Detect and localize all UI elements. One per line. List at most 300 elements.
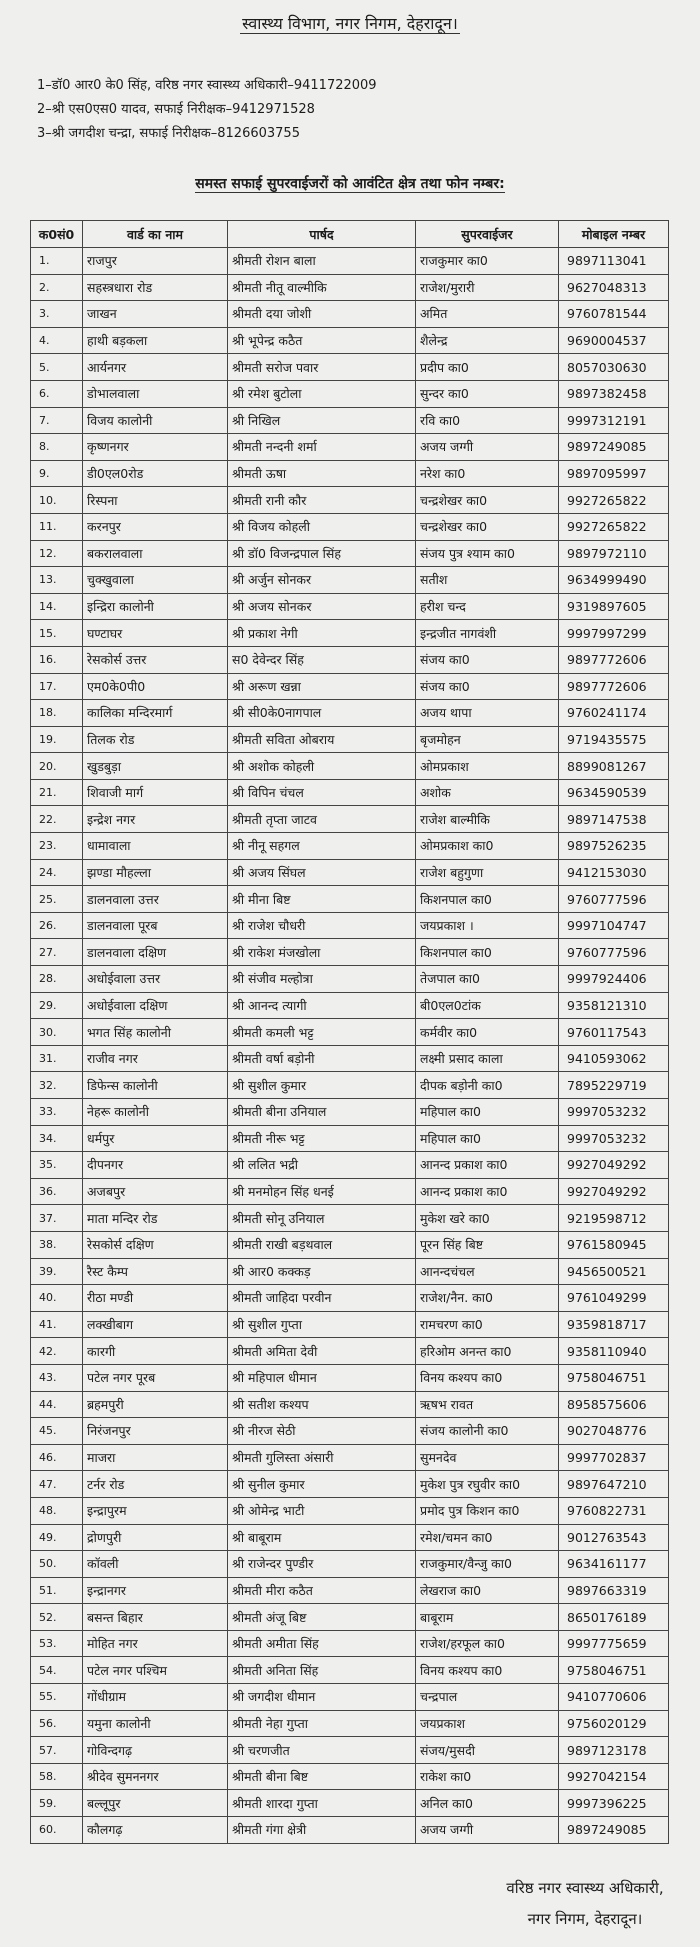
cell-mobile: 9634161177 [559,1551,669,1578]
cell-ward: आर्यनगर [83,354,228,381]
cell-serial: 41. [31,1311,83,1338]
cell-ward: भगत सिंह कालोनी [83,1019,228,1046]
cell-serial: 5. [31,354,83,381]
cell-councillor: श्रीमती सोनू उनियाल [228,1205,416,1232]
cell-supervisor: संजय का0 [416,673,559,700]
cell-mobile: 9897772606 [559,646,669,673]
cell-serial: 12. [31,540,83,567]
cell-supervisor: राजकुमार/वैन्जु का0 [416,1551,559,1578]
cell-mobile: 9760777596 [559,939,669,966]
cell-councillor: श्रीमती जाहिदा परवीन [228,1285,416,1312]
cell-supervisor: राजेश/मुरारी [416,274,559,301]
cell-mobile: 9359818717 [559,1311,669,1338]
cell-ward: टर्नर रोड [83,1471,228,1498]
cell-mobile: 9634590539 [559,779,669,806]
cell-mobile: 9410593062 [559,1045,669,1072]
cell-councillor: श्रीमती शारदा गुप्ता [228,1790,416,1817]
cell-mobile: 9760117543 [559,1019,669,1046]
cell-serial: 24. [31,859,83,886]
cell-councillor: श्री प्रकाश नेगी [228,620,416,647]
cell-councillor: श्रीमती अमिता देवी [228,1338,416,1365]
cell-councillor: श्री महिपाल धीमान [228,1364,416,1391]
table-row [31,1205,669,1232]
cell-ward: इन्द्रेश नगर [83,806,228,833]
cell-serial: 42. [31,1338,83,1365]
cell-councillor: श्रीमती वर्षा बड़ोनी [228,1045,416,1072]
cell-serial: 28. [31,966,83,993]
cell-councillor: श्री अजय सिंघल [228,859,416,886]
cell-supervisor: बी0एल0टांक [416,992,559,1019]
table-header-row [31,221,669,248]
cell-serial: 49. [31,1524,83,1551]
table-row [31,1099,669,1126]
cell-supervisor: जयप्रकाश । [416,912,559,939]
cell-supervisor: पूरन सिंह बिष्ट [416,1231,559,1258]
table-row [31,673,669,700]
table-row [31,620,669,647]
cell-councillor: श्रीमती अनिता सिंह [228,1657,416,1684]
cell-supervisor: प्रमोद पुत्र किशन का0 [416,1497,559,1524]
table-row [31,806,669,833]
cell-ward: लक्खीबाग [83,1311,228,1338]
cell-ward: रेसकोर्स दक्षिण [83,1231,228,1258]
cell-mobile: 9927265822 [559,487,669,514]
cell-ward: चुक्खुवाला [83,567,228,594]
table-row [31,1285,669,1312]
cell-ward: डी0एल0रोड [83,460,228,487]
cell-serial: 4. [31,327,83,354]
cell-serial: 7. [31,407,83,434]
cell-supervisor: चन्द्रशेखर का0 [416,513,559,540]
cell-mobile: 9760822731 [559,1497,669,1524]
cell-councillor: श्री आनन्द त्यागी [228,992,416,1019]
cell-councillor: श्री आर0 कक्कड़ [228,1258,416,1285]
cell-serial: 11. [31,513,83,540]
table-row [31,1418,669,1445]
cell-supervisor: लक्ष्मी प्रसाद काला [416,1045,559,1072]
cell-serial: 13. [31,567,83,594]
cell-serial: 50. [31,1551,83,1578]
table-row [31,487,669,514]
cell-mobile: 9412153030 [559,859,669,886]
cell-mobile: 9756020129 [559,1710,669,1737]
table-row [31,593,669,620]
cell-mobile: 9358121310 [559,992,669,1019]
cell-serial: 31. [31,1045,83,1072]
cell-serial: 19. [31,726,83,753]
cell-ward: बल्लूपुर [83,1790,228,1817]
cell-councillor: श्री नीरज सेठी [228,1418,416,1445]
cell-ward: निरंजनपुर [83,1418,228,1445]
cell-serial: 2. [31,274,83,301]
cell-councillor: श्री रमेश बुटोला [228,380,416,407]
cell-councillor: श्रीमती राखी बड़थवाल [228,1231,416,1258]
cell-supervisor: संजय का0 [416,646,559,673]
cell-ward: डालनवाला दक्षिण [83,939,228,966]
cell-supervisor: विनय कश्यप का0 [416,1657,559,1684]
table-row [31,248,669,275]
cell-mobile: 9012763543 [559,1524,669,1551]
table-row [31,274,669,301]
cell-councillor: श्री सी0के0नागपाल [228,700,416,727]
cell-serial: 22. [31,806,83,833]
cell-supervisor: संजय/मुसदी [416,1737,559,1764]
cell-mobile: 9897663319 [559,1577,669,1604]
column-header-ward: वार्ड का नाम [83,221,228,248]
cell-ward: पटेल नगर पश्चिम [83,1657,228,1684]
cell-ward: मोहित नगर [83,1630,228,1657]
cell-councillor: श्रीमती ऊषा [228,460,416,487]
cell-supervisor: राजेश बाल्मीकि [416,806,559,833]
table-row [31,1710,669,1737]
cell-mobile: 9319897605 [559,593,669,620]
cell-mobile: 9897249085 [559,434,669,461]
cell-mobile: 9627048313 [559,274,669,301]
table-row [31,1125,669,1152]
cell-mobile: 9897095997 [559,460,669,487]
cell-ward: यमुना कालोनी [83,1710,228,1737]
cell-serial: 43. [31,1364,83,1391]
table-row [31,726,669,753]
cell-councillor: श्रीमती कमली भट्ट [228,1019,416,1046]
cell-supervisor: अजय जग्गी [416,434,559,461]
cell-serial: 32. [31,1072,83,1099]
cell-ward: करनपुर [83,513,228,540]
cell-mobile: 9897772606 [559,673,669,700]
cell-mobile: 8057030630 [559,354,669,381]
cell-supervisor: मुकेश खरे का0 [416,1205,559,1232]
cell-ward: इन्द्रापुरम [83,1497,228,1524]
cell-supervisor: राजेश बहुगुणा [416,859,559,886]
cell-ward: अधोईवाला उत्तर [83,966,228,993]
cell-ward: श्रीदेव सुमननगर [83,1763,228,1790]
cell-councillor: श्री सुशील कुमार [228,1072,416,1099]
cell-supervisor: चन्द्रशेखर का0 [416,487,559,514]
cell-ward: द्रोणपुरी [83,1524,228,1551]
cell-ward: तिलक रोड [83,726,228,753]
table-row [31,1471,669,1498]
cell-supervisor: अशोक [416,779,559,806]
cell-mobile: 9997396225 [559,1790,669,1817]
cell-serial: 47. [31,1471,83,1498]
cell-supervisor: आनन्दचंचल [416,1258,559,1285]
cell-supervisor: दीपक बड़ोनी का0 [416,1072,559,1099]
table-row [31,966,669,993]
cell-councillor: श्री निखिल [228,407,416,434]
cell-mobile: 9997312191 [559,407,669,434]
cell-ward: कालिका मन्दिरमार्ग [83,700,228,727]
cell-councillor: श्री बाबूराम [228,1524,416,1551]
cell-supervisor: ओमप्रकाश का0 [416,833,559,860]
table-row [31,1657,669,1684]
cell-serial: 37. [31,1205,83,1232]
cell-supervisor: आनन्द प्रकाश का0 [416,1178,559,1205]
table-row [31,1817,669,1844]
cell-ward: राजपुर [83,248,228,275]
officer-line-3: 3–श्री जगदीश चन्द्रा, सफाई निरीक्षक–8126603755 [37,126,300,141]
cell-councillor: श्रीमती तृप्ता जाटव [228,806,416,833]
cell-mobile: 9897382458 [559,380,669,407]
table-row [31,1497,669,1524]
cell-mobile: 9997702837 [559,1444,669,1471]
cell-serial: 17. [31,673,83,700]
cell-serial: 58. [31,1763,83,1790]
cell-mobile: 9997053232 [559,1099,669,1126]
cell-serial: 18. [31,700,83,727]
cell-mobile: 8899081267 [559,753,669,780]
table-row [31,1311,669,1338]
table-row [31,833,669,860]
cell-councillor: श्रीमती रोशन बाला [228,248,416,275]
cell-supervisor: चन्द्रपाल [416,1684,559,1711]
cell-supervisor: बाबूराम [416,1604,559,1631]
cell-supervisor: संजय कालोनी का0 [416,1418,559,1445]
table-row [31,939,669,966]
cell-mobile: 9410770606 [559,1684,669,1711]
table-row [31,1524,669,1551]
cell-councillor: श्रीमती गुलिस्ता अंसारी [228,1444,416,1471]
cell-mobile: 9358110940 [559,1338,669,1365]
column-header-serial: क0सं0 [31,221,83,248]
cell-ward: डिफेन्स कालोनी [83,1072,228,1099]
cell-mobile: 9927042154 [559,1763,669,1790]
cell-mobile: 9634999490 [559,567,669,594]
cell-ward: कौलगढ़ [83,1817,228,1844]
cell-supervisor: शैलेन्द्र [416,327,559,354]
cell-ward: कारगी [83,1338,228,1365]
cell-supervisor: संजय पुत्र श्याम का0 [416,540,559,567]
cell-ward: बकरालवाला [83,540,228,567]
cell-serial: 29. [31,992,83,1019]
cell-supervisor: मुकेश पुत्र रघुवीर का0 [416,1471,559,1498]
department-title [0,12,700,34]
cell-serial: 52. [31,1604,83,1631]
cell-councillor: श्री अरूण खन्ना [228,673,416,700]
table-row [31,646,669,673]
cell-mobile: 9761580945 [559,1231,669,1258]
table-row [31,434,669,461]
table-row [31,301,669,328]
cell-councillor: श्रीमती सरोज पवार [228,354,416,381]
cell-supervisor: तेजपाल का0 [416,966,559,993]
cell-councillor: स0 देवेन्दर सिंह [228,646,416,673]
column-header-supervisor: सुपरवाईजर [416,221,559,248]
cell-supervisor: आनन्द प्रकाश का0 [416,1152,559,1179]
cell-mobile: 9997775659 [559,1630,669,1657]
cell-ward: अजबपुर [83,1178,228,1205]
cell-serial: 3. [31,301,83,328]
signature-line-2: नगर निगम, देहरादून। [527,1910,643,1928]
table-row [31,912,669,939]
cell-ward: एम0के0पी0 [83,673,228,700]
signature-block [475,1873,695,1935]
cell-mobile: 8650176189 [559,1604,669,1631]
cell-ward: पटेल नगर पूरब [83,1364,228,1391]
cell-serial: 25. [31,886,83,913]
cell-ward: धर्मपुर [83,1125,228,1152]
cell-supervisor: राकेश का0 [416,1763,559,1790]
cell-ward: शिवाजी मार्ग [83,779,228,806]
cell-serial: 6. [31,380,83,407]
table-row [31,992,669,1019]
cell-mobile: 9997997299 [559,620,669,647]
cell-ward: गोंधीग्राम [83,1684,228,1711]
cell-mobile: 9760241174 [559,700,669,727]
table-body [31,248,669,1844]
cell-serial: 53. [31,1630,83,1657]
table-row [31,779,669,806]
cell-mobile: 9897249085 [559,1817,669,1844]
cell-serial: 59. [31,1790,83,1817]
cell-ward: कॉवली [83,1551,228,1578]
cell-councillor: श्रीमती सविता ओबराय [228,726,416,753]
cell-councillor: श्रीमती नेहा गुप्ता [228,1710,416,1737]
cell-serial: 27. [31,939,83,966]
cell-ward: रीठा मण्डी [83,1285,228,1312]
cell-ward: माता मन्दिर रोड [83,1205,228,1232]
cell-serial: 33. [31,1099,83,1126]
cell-councillor: श्रीमती नीतू वाल्मीकि [228,274,416,301]
table-row [31,1763,669,1790]
cell-mobile: 9690004537 [559,327,669,354]
table-row [31,380,669,407]
table-subtitle-text: समस्त सफाई सुपरवाईजरों को आवंटित क्षेत्र तथा फोन नम्बर: [195,176,505,192]
table-row [31,1551,669,1578]
cell-ward: कृष्णनगर [83,434,228,461]
cell-ward: घण्टाघर [83,620,228,647]
cell-mobile: 9997924406 [559,966,669,993]
officer-line-1: 1–डॉ0 आर0 के0 सिंह, वरिष्ठ नगर स्वास्थ्य अधिकारी–9411722009 [37,78,377,93]
cell-ward: रैस्ट कैम्प [83,1258,228,1285]
cell-mobile: 9927265822 [559,513,669,540]
cell-supervisor: विनय कश्यप का0 [416,1364,559,1391]
cell-councillor: श्रीमती बीना बिष्ट [228,1763,416,1790]
cell-councillor: श्री भूपेन्द्र कठैत [228,327,416,354]
cell-councillor: श्री राकेश मंजखोला [228,939,416,966]
table-row [31,354,669,381]
cell-councillor: श्री सुनील कुमार [228,1471,416,1498]
cell-ward: डोभालवाला [83,380,228,407]
cell-ward: ब्रहमपुरी [83,1391,228,1418]
cell-councillor: श्रीमती दया जोशी [228,301,416,328]
table-row [31,1019,669,1046]
cell-supervisor: महिपाल का0 [416,1099,559,1126]
table-row [31,407,669,434]
table-row [31,567,669,594]
cell-serial: 34. [31,1125,83,1152]
cell-mobile: 9758046751 [559,1657,669,1684]
cell-serial: 51. [31,1577,83,1604]
cell-serial: 8. [31,434,83,461]
cell-councillor: श्री संजीव मल्होत्रा [228,966,416,993]
cell-councillor: श्रीमती गंगा क्षेत्री [228,1817,416,1844]
cell-supervisor: अमित [416,301,559,328]
cell-mobile: 9897972110 [559,540,669,567]
cell-ward: राजीव नगर [83,1045,228,1072]
column-header-councillor: पार्षद [228,221,416,248]
cell-mobile: 9897147538 [559,806,669,833]
cell-serial: 30. [31,1019,83,1046]
cell-supervisor: किशनपाल का0 [416,886,559,913]
cell-mobile: 9897647210 [559,1471,669,1498]
cell-ward: दीपनगर [83,1152,228,1179]
cell-serial: 10. [31,487,83,514]
cell-mobile: 9719435575 [559,726,669,753]
cell-serial: 36. [31,1178,83,1205]
table-row [31,513,669,540]
cell-ward: डालनवाला उत्तर [83,886,228,913]
cell-serial: 35. [31,1152,83,1179]
cell-serial: 54. [31,1657,83,1684]
cell-ward: धामावाला [83,833,228,860]
table-row [31,886,669,913]
cell-serial: 20. [31,753,83,780]
cell-ward: बसन्त बिहार [83,1604,228,1631]
cell-supervisor: इन्द्रजीत नागवंशी [416,620,559,647]
signature-line-1: वरिष्ठ नगर स्वास्थ्य अधिकारी, [506,1879,664,1897]
cell-supervisor: नरेश का0 [416,460,559,487]
table-subtitle [0,174,700,193]
table-row [31,1630,669,1657]
cell-mobile: 7895229719 [559,1072,669,1099]
table-row [31,1338,669,1365]
cell-mobile: 9760777596 [559,886,669,913]
cell-councillor: श्रीमती अमीता सिंह [228,1630,416,1657]
supervisor-table [30,220,669,1844]
table-row [31,1045,669,1072]
cell-supervisor: कर्मवीर का0 [416,1019,559,1046]
table-row [31,1604,669,1631]
cell-mobile: 9027048776 [559,1418,669,1445]
cell-supervisor: अजय जग्गी [416,1817,559,1844]
cell-supervisor: अनिल का0 [416,1790,559,1817]
table-row [31,1444,669,1471]
cell-supervisor: लेखराज का0 [416,1577,559,1604]
table-row [31,1577,669,1604]
cell-councillor: श्री जगदीश धीमान [228,1684,416,1711]
cell-supervisor: ऋषभ रावत [416,1391,559,1418]
cell-councillor: श्री विपिन चंचल [228,779,416,806]
officers-list [37,74,377,146]
cell-councillor: श्रीमती रानी कौर [228,487,416,514]
cell-mobile: 9760781544 [559,301,669,328]
cell-councillor: श्री सतीश कश्यप [228,1391,416,1418]
cell-mobile: 9897526235 [559,833,669,860]
cell-serial: 23. [31,833,83,860]
cell-serial: 40. [31,1285,83,1312]
cell-ward: इन्द्रानगर [83,1577,228,1604]
cell-supervisor: ओमप्रकाश [416,753,559,780]
table-row [31,327,669,354]
cell-councillor: श्री विजय कोहली [228,513,416,540]
cell-councillor: श्री नीनू सहगल [228,833,416,860]
cell-councillor: श्री मनमोहन सिंह धनई [228,1178,416,1205]
table-row [31,700,669,727]
cell-councillor: श्री ललित भद्री [228,1152,416,1179]
cell-serial: 15. [31,620,83,647]
cell-mobile: 9997053232 [559,1125,669,1152]
cell-councillor: श्री अशोक कोहली [228,753,416,780]
cell-serial: 60. [31,1817,83,1844]
table-row [31,859,669,886]
cell-ward: झण्डा मौहल्ला [83,859,228,886]
cell-serial: 26. [31,912,83,939]
cell-ward: रिस्पना [83,487,228,514]
cell-councillor: श्रीमती नीरू भट्ट [228,1125,416,1152]
cell-supervisor: सुन्दर का0 [416,380,559,407]
cell-ward: अधोईवाला दक्षिण [83,992,228,1019]
cell-councillor: श्री अर्जुन सोनकर [228,567,416,594]
